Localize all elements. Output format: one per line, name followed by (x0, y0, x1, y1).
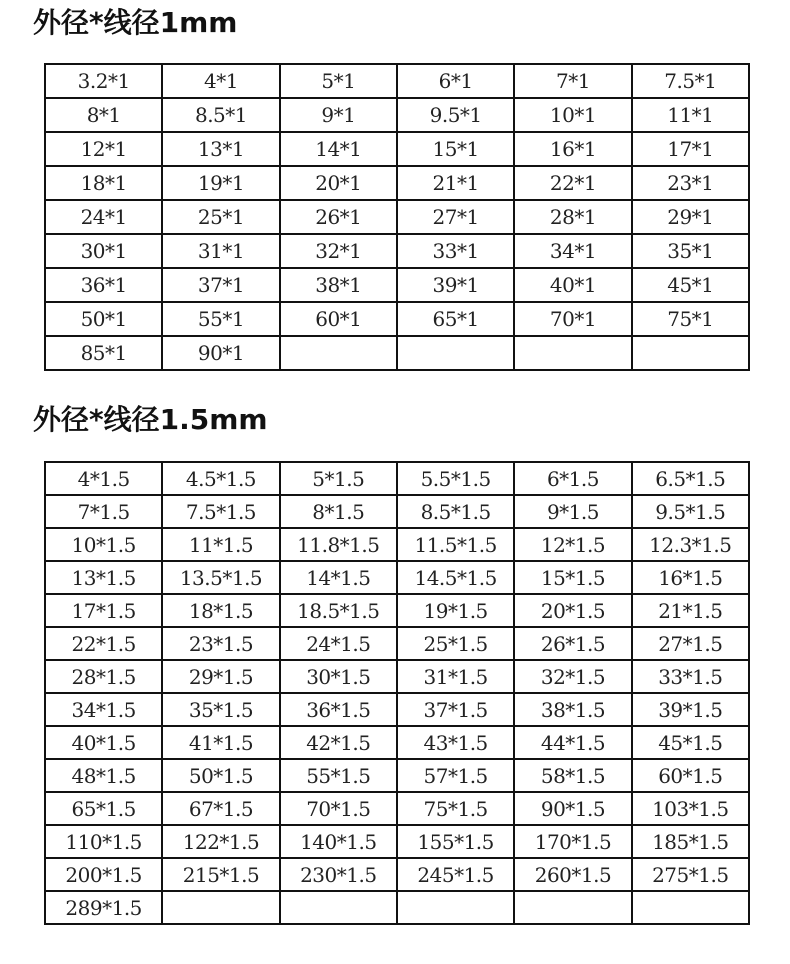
size-cell: 42*1.5 (280, 726, 397, 759)
size-cell: 60*1 (280, 302, 397, 336)
size-cell: 8.5*1 (162, 98, 279, 132)
size-cell: 230*1.5 (280, 858, 397, 891)
size-cell: 14*1.5 (280, 561, 397, 594)
size-cell: 4*1 (162, 64, 279, 98)
size-cell: 28*1.5 (45, 660, 162, 693)
size-cell: 185*1.5 (632, 825, 749, 858)
size-cell: 275*1.5 (632, 858, 749, 891)
size-table-1-5mm (44, 461, 750, 925)
section-title-1-5mm: 外径*线径1.5mm (33, 403, 268, 436)
size-cell: 44*1.5 (514, 726, 631, 759)
size-cell: 75*1.5 (397, 792, 514, 825)
size-cell: 38*1.5 (514, 693, 631, 726)
size-cell: 6.5*1.5 (632, 462, 749, 495)
size-cell: 110*1.5 (45, 825, 162, 858)
size-cell: 70*1 (514, 302, 631, 336)
size-table-1mm (44, 63, 750, 371)
table-row (45, 132, 749, 166)
size-cell: 21*1.5 (632, 594, 749, 627)
table-row (45, 759, 749, 792)
size-cell: 5*1.5 (280, 462, 397, 495)
size-cell: 45*1.5 (632, 726, 749, 759)
size-cell: 11*1.5 (162, 528, 279, 561)
size-cell: 4.5*1.5 (162, 462, 279, 495)
size-cell: 67*1.5 (162, 792, 279, 825)
size-cell: 23*1.5 (162, 627, 279, 660)
size-cell: 215*1.5 (162, 858, 279, 891)
size-cell: 7*1 (514, 64, 631, 98)
size-cell: 48*1.5 (45, 759, 162, 792)
size-cell: 3.2*1 (45, 64, 162, 98)
table-row (45, 825, 749, 858)
size-cell: 13.5*1.5 (162, 561, 279, 594)
size-cell: 36*1 (45, 268, 162, 302)
table-row (45, 166, 749, 200)
size-cell: 23*1 (632, 166, 749, 200)
size-cell: 38*1 (280, 268, 397, 302)
size-cell: 7*1.5 (45, 495, 162, 528)
size-cell: 40*1.5 (45, 726, 162, 759)
size-cell (397, 336, 514, 370)
size-cell: 26*1 (280, 200, 397, 234)
size-cell: 25*1.5 (397, 627, 514, 660)
table-row (45, 693, 749, 726)
table-row (45, 528, 749, 561)
size-cell: 29*1.5 (162, 660, 279, 693)
size-cell: 6*1.5 (514, 462, 631, 495)
size-cell: 34*1 (514, 234, 631, 268)
size-cell: 16*1.5 (632, 561, 749, 594)
size-cell: 27*1 (397, 200, 514, 234)
size-cell: 29*1 (632, 200, 749, 234)
size-cell: 41*1.5 (162, 726, 279, 759)
size-cell: 20*1.5 (514, 594, 631, 627)
size-cell: 32*1 (280, 234, 397, 268)
size-cell: 289*1.5 (45, 891, 162, 924)
size-cell: 16*1 (514, 132, 631, 166)
size-cell: 37*1 (162, 268, 279, 302)
size-cell: 18*1 (45, 166, 162, 200)
size-cell: 35*1.5 (162, 693, 279, 726)
size-cell: 19*1.5 (397, 594, 514, 627)
size-cell: 200*1.5 (45, 858, 162, 891)
table-row (45, 495, 749, 528)
table-row (45, 302, 749, 336)
size-cell: 5*1 (280, 64, 397, 98)
size-cell: 9*1.5 (514, 495, 631, 528)
size-cell: 12.3*1.5 (632, 528, 749, 561)
size-cell: 55*1 (162, 302, 279, 336)
size-cell: 122*1.5 (162, 825, 279, 858)
size-cell: 4*1.5 (45, 462, 162, 495)
size-cell: 13*1.5 (45, 561, 162, 594)
size-cell: 50*1 (45, 302, 162, 336)
size-cell: 8.5*1.5 (397, 495, 514, 528)
size-cell: 9.5*1 (397, 98, 514, 132)
size-cell (280, 891, 397, 924)
size-cell: 60*1.5 (632, 759, 749, 792)
size-cell: 45*1 (632, 268, 749, 302)
size-cell (632, 336, 749, 370)
size-cell: 6*1 (397, 64, 514, 98)
size-cell: 19*1 (162, 166, 279, 200)
table-row (45, 660, 749, 693)
size-cell: 28*1 (514, 200, 631, 234)
size-cell (514, 336, 631, 370)
size-cell: 33*1 (397, 234, 514, 268)
size-cell: 65*1.5 (45, 792, 162, 825)
size-cell: 65*1 (397, 302, 514, 336)
size-cell: 13*1 (162, 132, 279, 166)
table-row (45, 268, 749, 302)
size-cell (162, 891, 279, 924)
size-cell: 22*1 (514, 166, 631, 200)
size-cell (397, 891, 514, 924)
size-cell: 11.5*1.5 (397, 528, 514, 561)
size-cell: 36*1.5 (280, 693, 397, 726)
table-row (45, 858, 749, 891)
size-cell: 34*1.5 (45, 693, 162, 726)
size-cell: 7.5*1.5 (162, 495, 279, 528)
size-cell: 12*1.5 (514, 528, 631, 561)
table-row (45, 200, 749, 234)
size-cell: 30*1.5 (280, 660, 397, 693)
size-cell: 43*1.5 (397, 726, 514, 759)
size-cell: 8*1 (45, 98, 162, 132)
size-cell: 11*1 (632, 98, 749, 132)
size-cell: 20*1 (280, 166, 397, 200)
size-cell: 27*1.5 (632, 627, 749, 660)
size-cell: 9.5*1.5 (632, 495, 749, 528)
table-row (45, 234, 749, 268)
size-cell: 21*1 (397, 166, 514, 200)
size-cell: 260*1.5 (514, 858, 631, 891)
size-cell: 15*1.5 (514, 561, 631, 594)
size-cell: 75*1 (632, 302, 749, 336)
size-cell: 50*1.5 (162, 759, 279, 792)
size-cell: 57*1.5 (397, 759, 514, 792)
table-row (45, 98, 749, 132)
size-cell: 30*1 (45, 234, 162, 268)
table-row (45, 462, 749, 495)
size-cell: 31*1 (162, 234, 279, 268)
table-row (45, 594, 749, 627)
table-row (45, 891, 749, 924)
size-cell: 40*1 (514, 268, 631, 302)
size-cell: 8*1.5 (280, 495, 397, 528)
size-cell: 18.5*1.5 (280, 594, 397, 627)
size-cell: 90*1 (162, 336, 279, 370)
size-cell (514, 891, 631, 924)
size-cell: 15*1 (397, 132, 514, 166)
size-cell (632, 891, 749, 924)
size-cell: 7.5*1 (632, 64, 749, 98)
size-cell: 245*1.5 (397, 858, 514, 891)
size-cell: 11.8*1.5 (280, 528, 397, 561)
table-row (45, 561, 749, 594)
size-cell: 170*1.5 (514, 825, 631, 858)
size-cell: 140*1.5 (280, 825, 397, 858)
size-cell: 10*1 (514, 98, 631, 132)
table-row (45, 792, 749, 825)
size-cell: 35*1 (632, 234, 749, 268)
size-cell: 39*1 (397, 268, 514, 302)
size-cell: 24*1.5 (280, 627, 397, 660)
size-cell: 17*1 (632, 132, 749, 166)
size-cell (280, 336, 397, 370)
size-cell: 17*1.5 (45, 594, 162, 627)
size-cell: 18*1.5 (162, 594, 279, 627)
size-cell: 10*1.5 (45, 528, 162, 561)
size-cell: 103*1.5 (632, 792, 749, 825)
size-cell: 33*1.5 (632, 660, 749, 693)
size-cell: 9*1 (280, 98, 397, 132)
table-row (45, 336, 749, 370)
size-cell: 31*1.5 (397, 660, 514, 693)
table-row (45, 627, 749, 660)
size-cell: 55*1.5 (280, 759, 397, 792)
size-cell: 85*1 (45, 336, 162, 370)
size-cell: 12*1 (45, 132, 162, 166)
size-cell: 37*1.5 (397, 693, 514, 726)
size-cell: 22*1.5 (45, 627, 162, 660)
size-cell: 155*1.5 (397, 825, 514, 858)
size-cell: 39*1.5 (632, 693, 749, 726)
section-title-1mm: 外径*线径1mm (33, 6, 238, 39)
size-cell: 90*1.5 (514, 792, 631, 825)
size-cell: 24*1 (45, 200, 162, 234)
size-cell: 58*1.5 (514, 759, 631, 792)
size-cell: 32*1.5 (514, 660, 631, 693)
table-row (45, 726, 749, 759)
size-cell: 14*1 (280, 132, 397, 166)
size-cell: 26*1.5 (514, 627, 631, 660)
table-row (45, 64, 749, 98)
size-cell: 25*1 (162, 200, 279, 234)
size-cell: 5.5*1.5 (397, 462, 514, 495)
size-cell: 70*1.5 (280, 792, 397, 825)
size-cell: 14.5*1.5 (397, 561, 514, 594)
